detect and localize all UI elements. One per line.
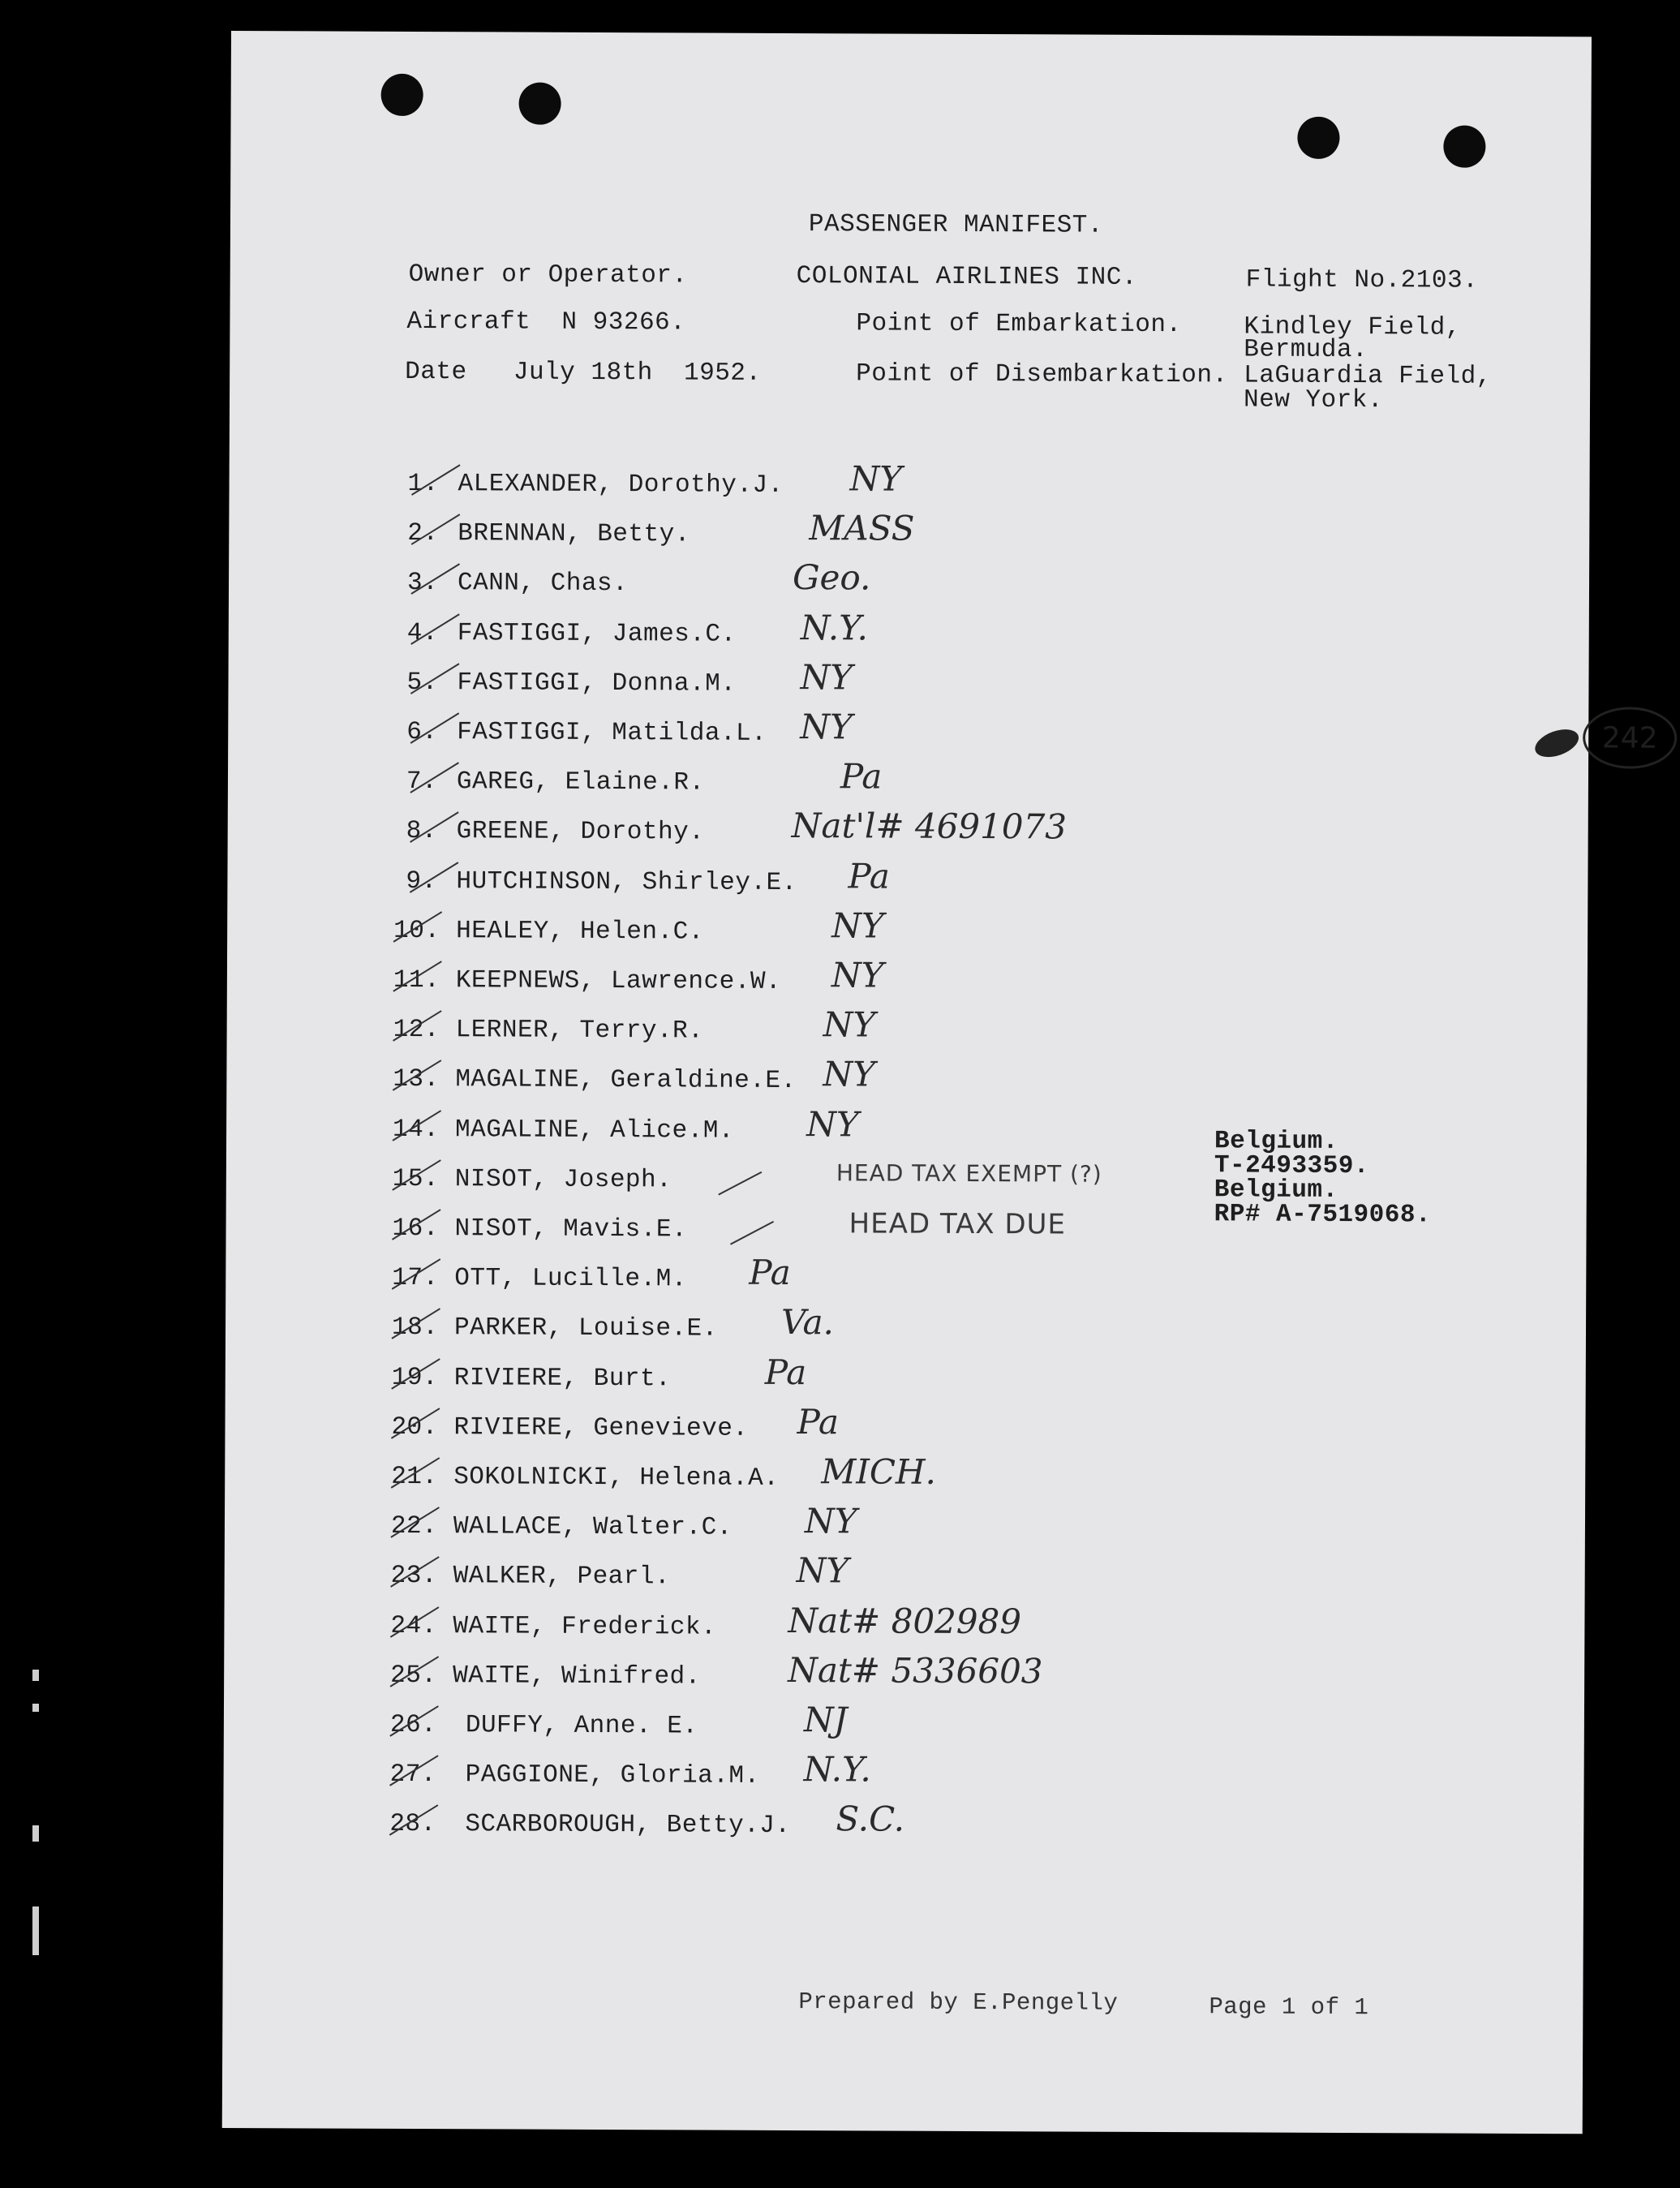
manifest-date: Date July 18th 1952. (405, 357, 762, 388)
passenger-name: PAGGIONE, Gloria.M. (465, 1760, 760, 1791)
passenger-name: WALKER, Pearl. (453, 1562, 671, 1592)
handwritten-residence: S.C. (836, 1799, 905, 1840)
handwritten-residence: Nat# 802989 (788, 1600, 1022, 1641)
passenger-name: SOKOLNICKI, Helena.A. (453, 1463, 780, 1493)
passenger-name: FASTIGGI, James.C. (457, 618, 737, 649)
passenger-number: 9. (406, 866, 437, 896)
passenger-number: 16. (392, 1214, 439, 1244)
punch-hole (381, 74, 423, 116)
passenger-name: FASTIGGI, Matilda.L. (457, 718, 767, 748)
check-mark (718, 1171, 762, 1196)
punch-hole (1297, 117, 1339, 159)
handwritten-residence: MICH. (821, 1451, 937, 1492)
passenger-number: 14. (393, 1115, 440, 1144)
passenger-number: 1. (407, 469, 439, 499)
passenger-name: NISOT, Mavis.E. (454, 1214, 688, 1244)
handwritten-residence: Pa (749, 1252, 791, 1293)
handwritten-residence: NY (806, 1103, 859, 1144)
passenger-name: OTT, Lucille.M. (454, 1264, 687, 1294)
embarkation-place-2: Bermuda. (1244, 335, 1368, 365)
page-number-circle (1583, 707, 1677, 769)
handwritten-residence: N.Y. (803, 1749, 871, 1790)
handwritten-residence: Pa (840, 756, 883, 797)
passenger-name: PARKER, Louise.E. (453, 1313, 718, 1344)
passenger-name: DUFFY, Anne. E. (465, 1711, 698, 1741)
handwritten-residence: NY (849, 458, 903, 499)
passenger-number: 2. (407, 519, 439, 548)
prepared-by: Prepared by E.Pengelly (798, 1988, 1119, 2017)
page-count: Page 1 of 1 (1209, 1993, 1369, 2022)
handwritten-residence: NY (831, 955, 884, 995)
passenger-number: 13. (393, 1065, 440, 1094)
passenger-number: 20. (391, 1412, 438, 1442)
passenger-number: 11. (393, 965, 440, 995)
passenger-name: GREENE, Dorothy. (456, 817, 705, 847)
passenger-number: 4. (406, 618, 439, 647)
handwritten-residence: NY (800, 656, 853, 698)
passenger-number: 25. (390, 1661, 437, 1690)
passenger-number: 12. (393, 1016, 440, 1045)
passenger-name: NISOT, Joseph. (454, 1165, 672, 1195)
punch-hole (1443, 126, 1485, 168)
flight-number: Flight No.2103. (1245, 265, 1479, 295)
handwritten-residence: Pa (797, 1401, 840, 1442)
passenger-number: 5. (406, 668, 438, 697)
passenger-name: GAREG, Elaine.R. (456, 767, 705, 797)
disembarkation-label: Point of Disembarkation. (856, 359, 1228, 390)
passenger-name: HUTCHINSON, Shirley.E. (456, 866, 797, 897)
side-note-country-2: Belgium. (1214, 1176, 1338, 1205)
disembarkation-place-2: New York. (1243, 385, 1384, 415)
embarkation-label: Point of Embarkation. (856, 309, 1182, 340)
passenger-number: 7. (406, 767, 438, 797)
passenger-name: WALLACE, Walter.C. (453, 1512, 733, 1542)
passenger-name: LERNER, Terry.R. (455, 1016, 704, 1046)
passenger-number: 3. (406, 569, 439, 598)
embarkation-place: Kindley Field, (1244, 312, 1461, 342)
handwritten-residence: NY (800, 707, 853, 747)
side-note-country: Belgium. (1214, 1127, 1338, 1156)
passenger-name: MAGALINE, Geraldine.E. (455, 1065, 797, 1096)
punch-hole (518, 83, 561, 125)
side-note-permit: RP# A-7519068. (1214, 1200, 1432, 1230)
passenger-number: 26. (389, 1710, 437, 1740)
handwritten-residence: NY (823, 1054, 875, 1094)
handwritten-residence: NY (823, 1004, 876, 1045)
owner-label: Owner or Operator. (408, 260, 688, 290)
passenger-name: RIVIERE, Genevieve. (453, 1413, 749, 1443)
passenger-number: 27. (389, 1760, 437, 1790)
handwritten-residence: Geo. (792, 557, 871, 598)
handwritten-residence: Nat'l# 4691073 (791, 806, 1068, 847)
passenger-number: 18. (391, 1313, 439, 1343)
passenger-name: FASTIGGI, Donna.M. (457, 668, 737, 699)
aircraft-id: Aircraft N 93266. (406, 307, 686, 337)
passenger-number: 19. (391, 1363, 439, 1392)
page-number: 242 (1601, 720, 1658, 755)
handwritten-residence: Nat# 5336603 (788, 1649, 1043, 1692)
disembarkation-place: LaGuardia Field, (1244, 361, 1492, 391)
handwritten-residence: MASS (809, 508, 915, 548)
passenger-name: WAITE, Winifred. (453, 1661, 701, 1692)
passenger-name: KEEPNEWS, Lawrence.W. (455, 966, 782, 996)
handwritten-residence: NJ (803, 1700, 848, 1740)
handwritten-residence: NY (804, 1501, 857, 1541)
passenger-name: MAGALINE, Alice.M. (455, 1115, 735, 1146)
handwritten-residence: Va. (780, 1302, 835, 1343)
passenger-number: 10. (393, 916, 440, 945)
passenger-number: 28. (389, 1810, 436, 1839)
side-note-passport: T-2493359. (1214, 1151, 1370, 1181)
passenger-name: HEALEY, Helen.C. (456, 917, 704, 947)
passenger-number: 22. (390, 1512, 438, 1541)
operator-name: COLONIAL AIRLINES INC. (796, 262, 1138, 292)
film-edge-mark (32, 1906, 39, 1955)
passenger-name: CANN, Chas. (457, 569, 629, 599)
passenger-number: 23. (390, 1562, 438, 1591)
passenger-name: SCARBOROUGH, Betty.J. (465, 1810, 791, 1841)
manifest-page (222, 31, 1658, 2134)
head-tax-exempt-stamp: HEAD TAX EXEMPT (?) (836, 1159, 1102, 1188)
passenger-number: 21. (391, 1462, 438, 1492)
passenger-number: 6. (406, 717, 438, 747)
handwritten-residence: Pa (764, 1352, 807, 1392)
film-edge-mark (32, 1670, 39, 1681)
passenger-name: WAITE, Frederick. (453, 1611, 717, 1642)
film-edge-mark (32, 1704, 39, 1712)
passenger-number: 17. (392, 1264, 439, 1293)
passenger-number: 24. (390, 1611, 437, 1640)
check-mark (730, 1221, 774, 1245)
passenger-name: RIVIERE, Burt. (453, 1363, 672, 1393)
ink-blot (1532, 724, 1583, 763)
handwritten-residence: NY (831, 905, 884, 946)
passenger-name: ALEXANDER, Dorothy.J. (458, 470, 784, 500)
head-tax-due-stamp: HEAD TAX DUE (849, 1207, 1067, 1241)
handwritten-residence: Pa (848, 855, 890, 896)
passenger-name: BRENNAN, Betty. (458, 519, 690, 549)
manifest-title: PASSENGER MANIFEST. (808, 210, 1104, 240)
handwritten-residence: NY (796, 1550, 849, 1591)
handwritten-residence: N.Y. (800, 607, 868, 648)
film-edge-mark (32, 1825, 39, 1842)
passenger-number: 8. (406, 817, 437, 846)
passenger-number: 15. (392, 1164, 440, 1193)
